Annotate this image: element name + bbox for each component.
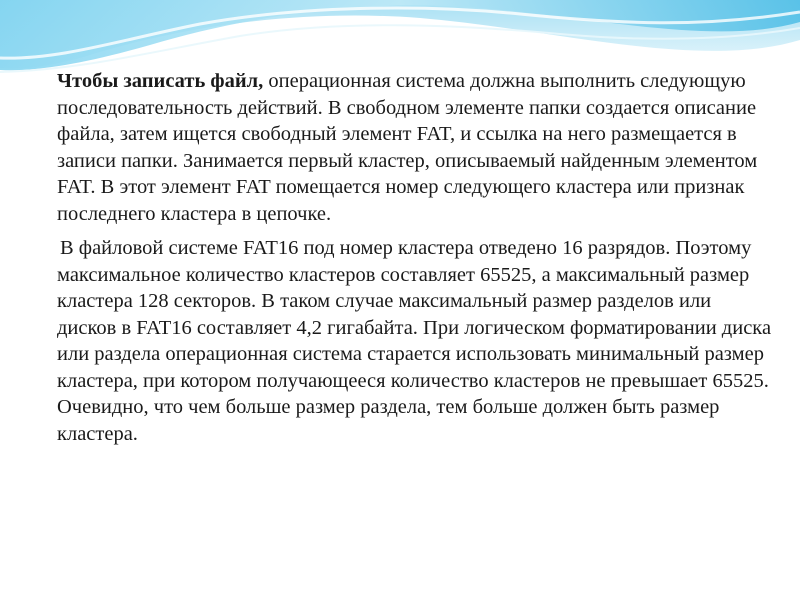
slide-body <box>57 68 772 447</box>
paragraph-1-text: операционная система должна выполнить следующую последовательность действий. В свободном элементе папки создается описание файла, затем ищется свободный элемент FAT, и ссылка на него размещается в записи папки. Занимается первый кластер, описываемый найденным элементом FAT. В этот элемент FAT помещается номер следующего кластера или признак последнего кластера в цепочке. <box>57 70 758 225</box>
paragraph-1 <box>57 68 772 227</box>
paragraph-2 <box>57 235 772 447</box>
paragraph-1-lead: Чтобы записать файл, <box>57 70 264 92</box>
paragraph-2-text: В файловой системе FAT16 под номер кластера отведено 16 разрядов. Поэтому максимальное количество кластеров составляет 65525, а максимальный размер кластера 128 секторов. В таком случае максимальный размер разделов или дисков в FAT16 составляет 4,2 гигабайта. При логическом форматировании диска или раздела операционная система старается использовать минимальный размер кластера, при котором получающееся количество кластеров не превышает 65525. Очевидно, что чем больше размер раздела, тем больше должен быть размер кластера. <box>57 237 772 445</box>
